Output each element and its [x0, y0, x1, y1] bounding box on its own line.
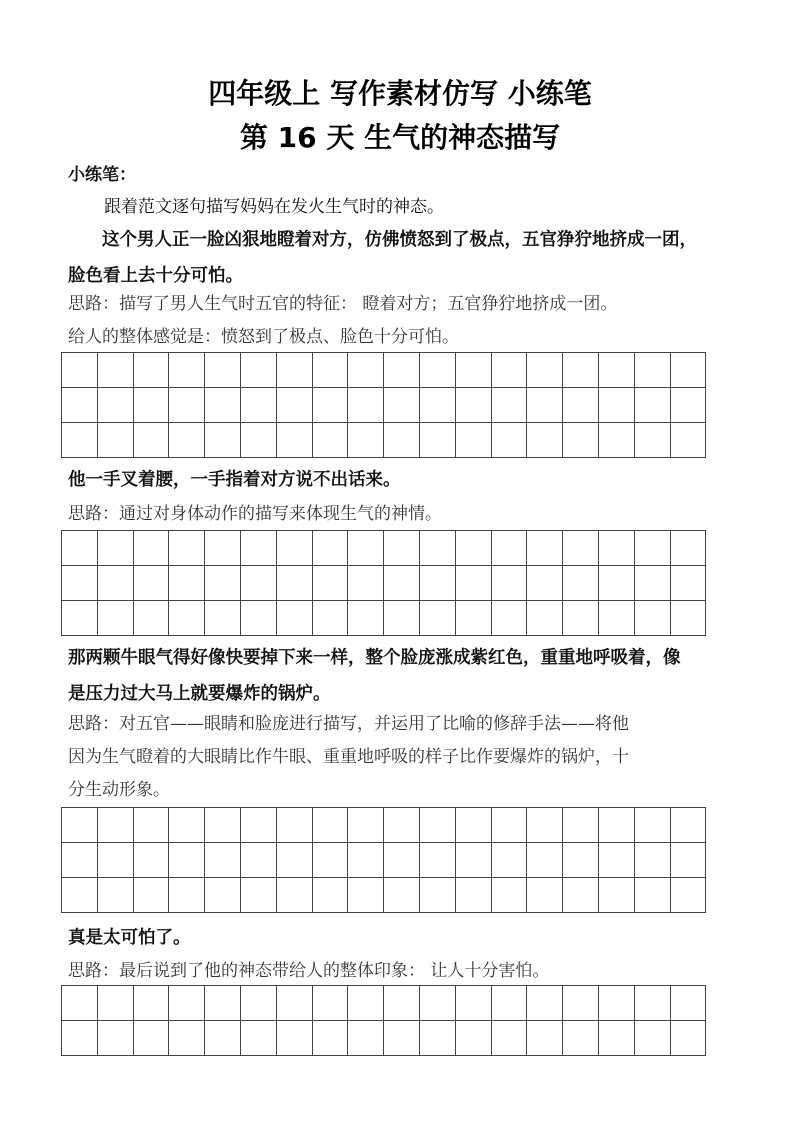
grid-cell[interactable] — [62, 878, 98, 913]
grid-cell[interactable] — [133, 566, 169, 601]
grid-cell[interactable] — [598, 808, 634, 843]
grid-cell[interactable] — [634, 808, 670, 843]
example-sentence — [68, 640, 738, 712]
grid-cell[interactable] — [312, 843, 348, 878]
grid-cell[interactable] — [598, 601, 634, 636]
grid-cell[interactable] — [348, 531, 384, 566]
grid-cell[interactable] — [634, 566, 670, 601]
grid-row — [62, 986, 706, 1021]
section-label: 小练笔： — [68, 165, 136, 185]
grid-cell[interactable] — [384, 601, 420, 636]
grid-cell[interactable] — [312, 808, 348, 843]
grid-cell[interactable] — [670, 986, 706, 1021]
thinking-note-line: 思路：最后说到了他的神态带给人的整体印象： 让人十分害怕。 — [68, 961, 550, 981]
grid-cell[interactable] — [384, 1021, 420, 1056]
grid-cell[interactable] — [62, 388, 98, 423]
grid-cell[interactable] — [97, 878, 133, 913]
grid-cell[interactable] — [169, 878, 205, 913]
grid-cell[interactable] — [527, 986, 563, 1021]
grid-cell[interactable] — [312, 986, 348, 1021]
grid-cell[interactable] — [563, 843, 599, 878]
grid-cell[interactable] — [62, 566, 98, 601]
grid-cell[interactable] — [62, 843, 98, 878]
grid-cell[interactable] — [348, 1021, 384, 1056]
grid-cell[interactable] — [384, 878, 420, 913]
grid-cell[interactable] — [598, 878, 634, 913]
page-subtitle: 第 16 天 生气的神态描写 — [239, 121, 561, 154]
grid-cell[interactable] — [634, 388, 670, 423]
thinking-note-line: 给人的整体感觉是：愤怒到了极点、脸色十分可怕。 — [68, 327, 459, 347]
writing-grid[interactable] — [61, 530, 706, 636]
thinking-note — [68, 288, 738, 354]
grid-cell[interactable] — [384, 353, 420, 388]
grid-cell[interactable] — [563, 808, 599, 843]
grid-cell[interactable] — [348, 843, 384, 878]
grid-cell[interactable] — [97, 423, 133, 458]
grid-cell[interactable] — [312, 566, 348, 601]
grid-cell[interactable] — [563, 878, 599, 913]
grid-cell[interactable] — [419, 423, 455, 458]
grid-cell[interactable] — [491, 353, 527, 388]
writing-grid[interactable] — [61, 807, 706, 913]
grid-cell[interactable] — [348, 423, 384, 458]
grid-cell[interactable] — [348, 353, 384, 388]
grid-cell[interactable] — [240, 388, 276, 423]
grid-cell[interactable] — [670, 601, 706, 636]
grid-cell[interactable] — [348, 808, 384, 843]
grid-cell[interactable] — [634, 353, 670, 388]
grid-cell[interactable] — [634, 531, 670, 566]
grid-cell[interactable] — [133, 986, 169, 1021]
grid-cell[interactable] — [97, 566, 133, 601]
grid-cell[interactable] — [97, 353, 133, 388]
grid-cell[interactable] — [97, 1021, 133, 1056]
grid-cell[interactable] — [527, 843, 563, 878]
example-sentence-line: 那两颗牛眼气得好像快要掉下来一样，整个脸庞涨成紫红色，重重地呼吸着，像 — [68, 648, 681, 668]
grid-cell[interactable] — [205, 878, 241, 913]
intro-text: 跟着范文逐句描写妈妈在发火生气时的神态。 — [104, 197, 444, 217]
grid-row — [62, 353, 706, 388]
grid-cell[interactable] — [527, 1021, 563, 1056]
thinking-note — [68, 708, 738, 807]
grid-cell[interactable] — [97, 388, 133, 423]
grid-cell[interactable] — [598, 1021, 634, 1056]
grid-cell[interactable] — [419, 986, 455, 1021]
grid-cell[interactable] — [634, 423, 670, 458]
grid-cell[interactable] — [240, 566, 276, 601]
grid-cell[interactable] — [97, 531, 133, 566]
grid-cell[interactable] — [384, 843, 420, 878]
grid-cell[interactable] — [62, 423, 98, 458]
grid-cell[interactable] — [97, 843, 133, 878]
grid-cell[interactable] — [634, 986, 670, 1021]
grid-cell[interactable] — [276, 423, 312, 458]
grid-cell[interactable] — [276, 986, 312, 1021]
grid-cell[interactable] — [455, 1021, 491, 1056]
grid-cell[interactable] — [563, 531, 599, 566]
grid-cell[interactable] — [670, 566, 706, 601]
grid-cell[interactable] — [491, 601, 527, 636]
grid-cell[interactable] — [276, 808, 312, 843]
grid-cell[interactable] — [598, 531, 634, 566]
grid-cell[interactable] — [563, 1021, 599, 1056]
grid-cell[interactable] — [634, 843, 670, 878]
grid-cell[interactable] — [563, 566, 599, 601]
grid-cell[interactable] — [348, 388, 384, 423]
grid-cell[interactable] — [455, 388, 491, 423]
grid-cell[interactable] — [419, 1021, 455, 1056]
grid-cell[interactable] — [670, 878, 706, 913]
page-title: 四年级上 写作素材仿写 小练笔 — [208, 77, 592, 110]
grid-cell[interactable] — [670, 353, 706, 388]
grid-cell[interactable] — [455, 878, 491, 913]
grid-cell[interactable] — [62, 986, 98, 1021]
grid-cell[interactable] — [169, 531, 205, 566]
grid-cell[interactable] — [133, 423, 169, 458]
grid-cell[interactable] — [312, 1021, 348, 1056]
grid-cell[interactable] — [169, 566, 205, 601]
grid-row — [62, 808, 706, 843]
grid-cell[interactable] — [527, 388, 563, 423]
grid-cell[interactable] — [348, 986, 384, 1021]
grid-cell[interactable] — [598, 566, 634, 601]
grid-cell[interactable] — [384, 566, 420, 601]
example-sentence — [68, 920, 738, 956]
example-sentence-line: 脸色看上去十分可怕。 — [68, 266, 243, 286]
grid-cell[interactable] — [276, 878, 312, 913]
grid-cell[interactable] — [312, 388, 348, 423]
grid-cell[interactable] — [169, 986, 205, 1021]
grid-cell[interactable] — [205, 601, 241, 636]
thinking-note-line: 因为生气瞪着的大眼睛比作牛眼、重重地呼吸的样子比作要爆炸的锅炉，十 — [68, 747, 629, 767]
grid-cell[interactable] — [240, 531, 276, 566]
grid-cell[interactable] — [563, 353, 599, 388]
grid-cell[interactable] — [563, 388, 599, 423]
thinking-note-line: 思路：通过对身体动作的描写来体现生气的神情。 — [68, 504, 442, 524]
grid-cell[interactable] — [419, 878, 455, 913]
grid-cell[interactable] — [169, 601, 205, 636]
grid-cell[interactable] — [419, 531, 455, 566]
grid-cell[interactable] — [133, 1021, 169, 1056]
grid-cell[interactable] — [133, 878, 169, 913]
grid-cell[interactable] — [133, 808, 169, 843]
grid-cell[interactable] — [62, 531, 98, 566]
grid-cell[interactable] — [133, 388, 169, 423]
grid-cell[interactable] — [240, 1021, 276, 1056]
grid-cell[interactable] — [491, 566, 527, 601]
grid-cell[interactable] — [527, 353, 563, 388]
example-sentence — [68, 222, 738, 294]
grid-row — [62, 843, 706, 878]
grid-cell[interactable] — [62, 1021, 98, 1056]
grid-cell[interactable] — [491, 531, 527, 566]
grid-cell[interactable] — [384, 423, 420, 458]
grid-cell[interactable] — [598, 353, 634, 388]
example-sentence-line: 是压力过大马上就要爆炸的锅炉。 — [68, 684, 331, 704]
grid-cell[interactable] — [205, 531, 241, 566]
grid-cell[interactable] — [169, 353, 205, 388]
grid-cell[interactable] — [670, 843, 706, 878]
grid-cell[interactable] — [205, 388, 241, 423]
grid-row — [62, 388, 706, 423]
grid-cell[interactable] — [62, 601, 98, 636]
grid-cell[interactable] — [634, 878, 670, 913]
grid-cell[interactable] — [205, 423, 241, 458]
grid-cell[interactable] — [491, 878, 527, 913]
grid-cell[interactable] — [240, 878, 276, 913]
grid-cell[interactable] — [527, 531, 563, 566]
grid-cell[interactable] — [205, 808, 241, 843]
grid-cell[interactable] — [240, 601, 276, 636]
grid-row — [62, 423, 706, 458]
grid-cell[interactable] — [348, 878, 384, 913]
grid-cell[interactable] — [455, 808, 491, 843]
grid-cell[interactable] — [205, 566, 241, 601]
grid-cell[interactable] — [240, 423, 276, 458]
example-sentence — [68, 462, 738, 498]
thinking-note-line: 思路：对五官——眼睛和脸庞进行描写，并运用了比喻的修辞手法——将他 — [68, 714, 629, 734]
grid-cell[interactable] — [384, 388, 420, 423]
grid-cell[interactable] — [563, 601, 599, 636]
grid-cell[interactable] — [169, 808, 205, 843]
grid-cell[interactable] — [205, 843, 241, 878]
grid-cell[interactable] — [205, 1021, 241, 1056]
grid-cell[interactable] — [276, 843, 312, 878]
grid-cell[interactable] — [169, 423, 205, 458]
grid-cell[interactable] — [455, 353, 491, 388]
grid-cell[interactable] — [97, 601, 133, 636]
grid-cell[interactable] — [670, 388, 706, 423]
grid-cell[interactable] — [455, 986, 491, 1021]
grid-cell[interactable] — [598, 388, 634, 423]
grid-cell[interactable] — [276, 566, 312, 601]
grid-cell[interactable] — [312, 353, 348, 388]
grid-cell[interactable] — [491, 808, 527, 843]
grid-cell[interactable] — [240, 843, 276, 878]
grid-cell[interactable] — [169, 1021, 205, 1056]
grid-row — [62, 531, 706, 566]
example-sentence-line: 这个男人正一脸凶狠地瞪着对方，仿佛愤怒到了极点，五官狰狞地挤成一团， — [102, 230, 697, 250]
grid-cell[interactable] — [491, 423, 527, 458]
grid-cell[interactable] — [491, 1021, 527, 1056]
thinking-note-line: 分生动形象。 — [68, 780, 170, 800]
grid-cell[interactable] — [419, 388, 455, 423]
grid-cell[interactable] — [670, 808, 706, 843]
writing-grid[interactable] — [61, 352, 706, 458]
grid-cell[interactable] — [491, 388, 527, 423]
grid-cell[interactable] — [240, 353, 276, 388]
grid-cell[interactable] — [240, 808, 276, 843]
grid-cell[interactable] — [455, 531, 491, 566]
grid-cell[interactable] — [598, 423, 634, 458]
grid-cell[interactable] — [527, 601, 563, 636]
grid-cell[interactable] — [312, 878, 348, 913]
grid-cell[interactable] — [491, 843, 527, 878]
grid-cell[interactable] — [97, 986, 133, 1021]
grid-cell[interactable] — [598, 986, 634, 1021]
grid-row — [62, 1021, 706, 1056]
grid-cell[interactable] — [384, 531, 420, 566]
grid-cell[interactable] — [670, 423, 706, 458]
grid-cell[interactable] — [133, 843, 169, 878]
grid-cell[interactable] — [62, 808, 98, 843]
grid-cell[interactable] — [312, 423, 348, 458]
grid-cell[interactable] — [491, 986, 527, 1021]
thinking-note — [68, 955, 738, 988]
grid-cell[interactable] — [97, 808, 133, 843]
thinking-note — [68, 498, 738, 531]
grid-row — [62, 878, 706, 913]
grid-cell[interactable] — [276, 1021, 312, 1056]
grid-cell[interactable] — [419, 601, 455, 636]
grid-cell[interactable] — [419, 843, 455, 878]
grid-cell[interactable] — [62, 353, 98, 388]
grid-cell[interactable] — [133, 531, 169, 566]
grid-cell[interactable] — [455, 843, 491, 878]
grid-cell[interactable] — [670, 531, 706, 566]
grid-cell[interactable] — [169, 843, 205, 878]
grid-cell[interactable] — [348, 601, 384, 636]
grid-cell[interactable] — [133, 353, 169, 388]
example-sentence-line: 他一手叉着腰，一手指着对方说不出话来。 — [68, 470, 401, 490]
grid-cell[interactable] — [205, 353, 241, 388]
grid-cell[interactable] — [205, 986, 241, 1021]
grid-cell[interactable] — [133, 601, 169, 636]
grid-cell[interactable] — [670, 1021, 706, 1056]
grid-row — [62, 566, 706, 601]
grid-cell[interactable] — [276, 601, 312, 636]
writing-grid[interactable] — [61, 985, 706, 1056]
grid-cell[interactable] — [527, 808, 563, 843]
grid-cell[interactable] — [312, 601, 348, 636]
grid-cell[interactable] — [527, 566, 563, 601]
grid-cell[interactable] — [419, 566, 455, 601]
grid-cell[interactable] — [455, 566, 491, 601]
grid-cell[interactable] — [240, 986, 276, 1021]
grid-cell[interactable] — [563, 423, 599, 458]
grid-cell[interactable] — [276, 531, 312, 566]
example-sentence-line: 真是太可怕了。 — [68, 928, 191, 948]
grid-cell[interactable] — [384, 808, 420, 843]
grid-cell[interactable] — [312, 531, 348, 566]
grid-cell[interactable] — [348, 566, 384, 601]
grid-cell[interactable] — [276, 388, 312, 423]
grid-cell[interactable] — [276, 353, 312, 388]
grid-cell[interactable] — [598, 843, 634, 878]
grid-cell[interactable] — [563, 986, 599, 1021]
grid-cell[interactable] — [419, 808, 455, 843]
grid-cell[interactable] — [455, 423, 491, 458]
grid-cell[interactable] — [455, 601, 491, 636]
grid-cell[interactable] — [419, 353, 455, 388]
thinking-note-line: 思路：描写了男人生气时五官的特征： 瞪着对方；五官狰狞地挤成一团。 — [68, 294, 618, 314]
grid-cell[interactable] — [169, 388, 205, 423]
grid-row — [62, 601, 706, 636]
grid-cell[interactable] — [527, 423, 563, 458]
grid-cell[interactable] — [634, 601, 670, 636]
grid-cell[interactable] — [634, 1021, 670, 1056]
grid-cell[interactable] — [527, 878, 563, 913]
grid-cell[interactable] — [384, 986, 420, 1021]
